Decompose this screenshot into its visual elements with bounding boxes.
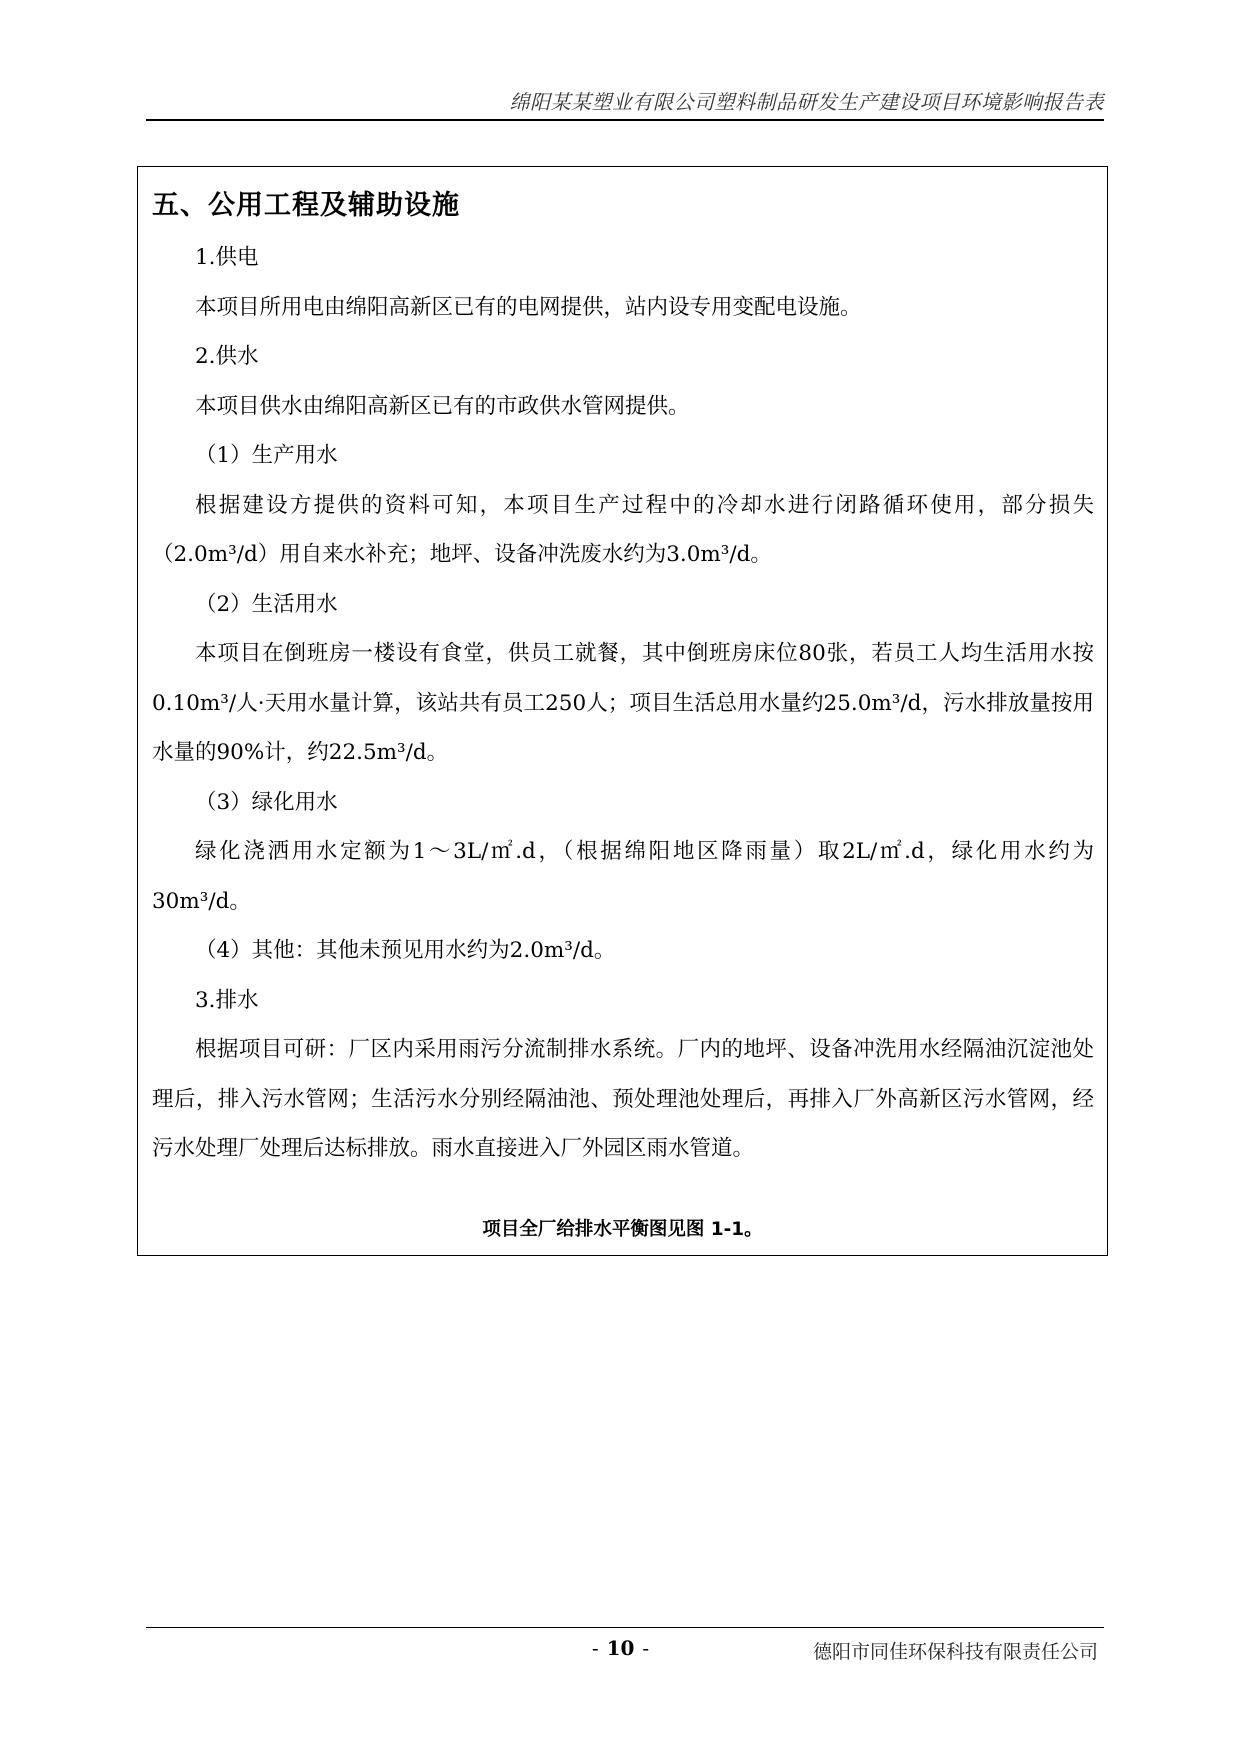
paragraph-greening-water-heading: （3）绿化用水 (195, 789, 338, 815)
paragraph-drainage-heading: 3.排水 (195, 987, 259, 1013)
paragraph-production-water-heading: （1）生产用水 (195, 443, 338, 468)
paragraph-water-supply-heading: 2.供水 (195, 344, 259, 369)
page-number-dash-right: - (642, 1636, 650, 1660)
paragraph-domestic-water-heading: （2）生活用水 (195, 591, 338, 617)
section-title: 五、公用工程及辅助设施 (152, 190, 460, 221)
paragraph-drainage-text: 根据项目可研：厂区内采用雨污分流制排水系统。厂内的地坪、设备冲洗用水经隔油沉淀池处理后，排入污水管网；生活污水分别经隔油池、预处理池处理后，再排入厂外高新区污水管网，经污水处理厂处理后达标排放。雨水直接进入厂外园区雨水管道。 (152, 1037, 1094, 1161)
footer-rule (146, 1627, 1104, 1628)
footer-company: 德阳市同佳环保科技有限责任公司 (812, 1641, 1098, 1663)
paragraph-domestic-water-text: 本项目在倒班房一楼设有食堂，供员工就餐，其中倒班房床位80张，若员工人均生活用水按0.10m³/人·天用水量计算，该站共有员工250人；项目生活总用水量约25.0m³/d，污水排放量按用水量的90%计，约22.5m³/d。 (152, 641, 1094, 765)
content-box (137, 166, 1108, 1256)
section-body (152, 233, 1094, 1174)
page-number-value: 10 (606, 1636, 635, 1660)
paragraph-power-text: 本项目所用电由绵阳高新区已有的电网提供，站内设专用变配电设施。 (195, 294, 862, 320)
paragraph-greening-water-text: 绿化浇洒用水定额为1～3L/㎡.d，（根据绵阳地区降雨量）取2L/㎡.d，绿化用水约为30m³/d。 (152, 839, 1094, 914)
paragraph-water-supply-text: 本项目供水由绵阳高新区已有的市政供水管网提供。 (195, 393, 690, 419)
figure-caption: 项目全厂给排水平衡图见图 1-1。 (482, 1219, 763, 1240)
paragraph-power-heading: 1.供电 (195, 245, 259, 270)
page-header-title: 绵阳某某塑业有限公司塑料制品研发生产建设项目环境影响报告表 (509, 90, 1104, 114)
paragraph-other-water-text: （4）其他：其他未预见用水约为2.0m³/d。 (195, 938, 616, 963)
paragraph-production-water-text: 根据建设方提供的资料可知，本项目生产过程中的冷却水进行闭路循环使用，部分损失（2.0m³/d）用自来水补充；地坪、设备冲洗废水约为3.0m³/d。 (152, 492, 1094, 567)
header-rule (146, 119, 1104, 121)
page-number-dash-left: - (591, 1636, 599, 1660)
